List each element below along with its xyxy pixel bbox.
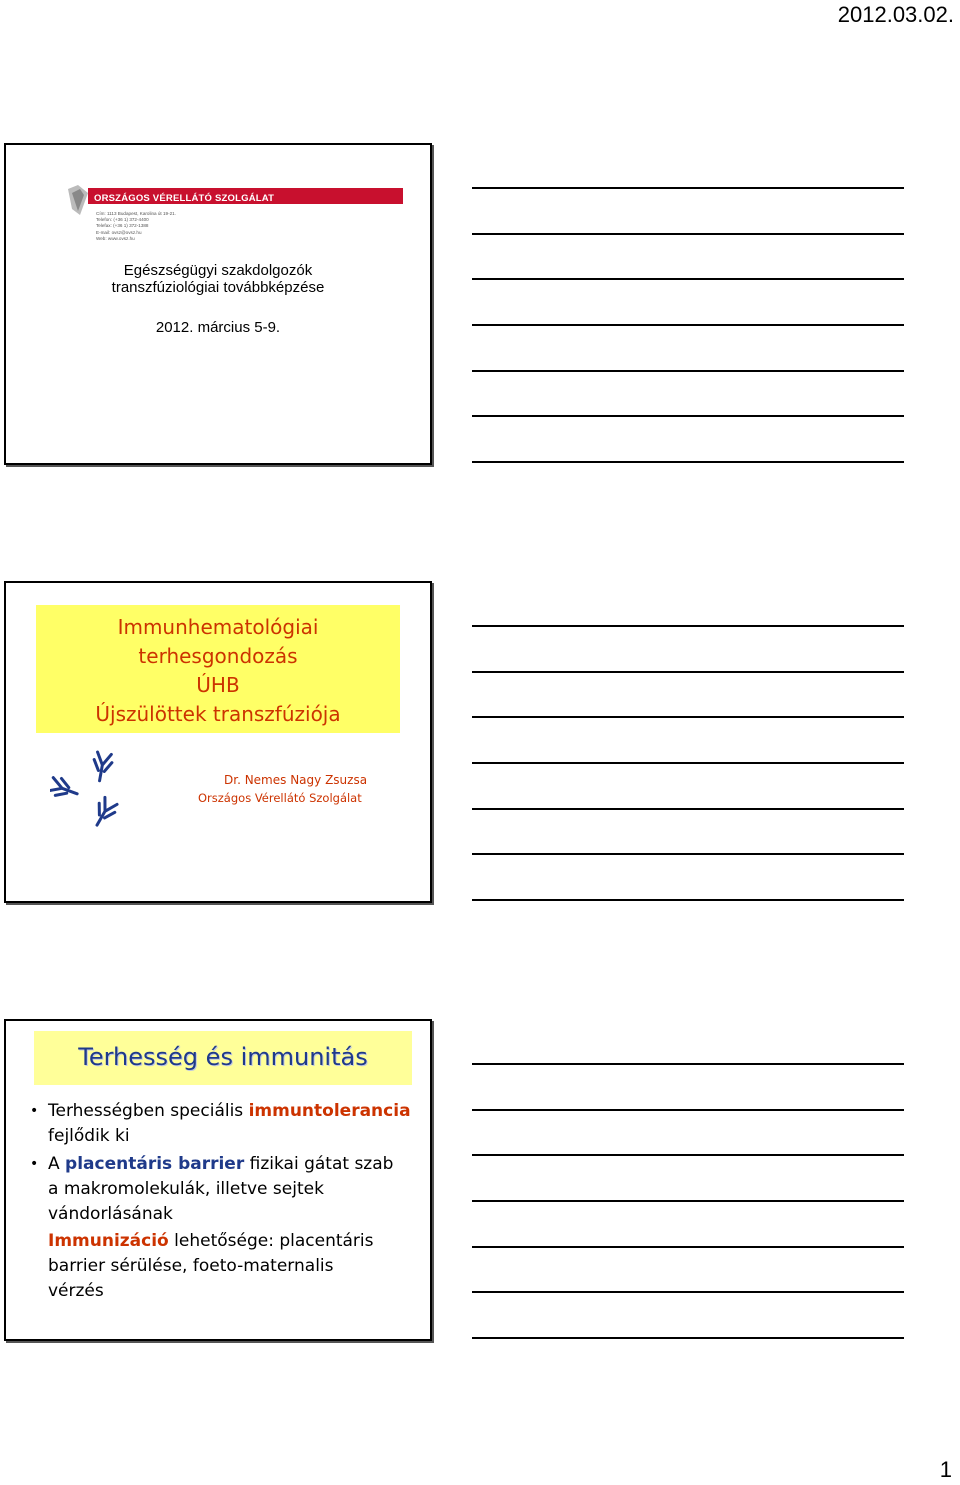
note-line <box>472 415 904 417</box>
note-line <box>472 1200 904 1202</box>
title-line: Egészségügyi szakdolgozók <box>123 262 313 279</box>
text: Terhességben speciális <box>48 1101 249 1121</box>
note-line <box>472 1246 904 1248</box>
heading-box <box>34 1031 412 1085</box>
title-line: Újszülöttek transzfúziója <box>95 702 341 726</box>
slide-1 <box>4 143 432 465</box>
text: A <box>48 1154 66 1174</box>
note-line <box>472 461 904 463</box>
logo-text: ORSZÁGOS VÉRELLÁTÓ SZOLGÁLAT <box>94 193 275 204</box>
note-line <box>472 716 904 718</box>
slide-2 <box>4 581 432 903</box>
note-line <box>472 1154 904 1156</box>
title-line: transzfúziológiai továbbképzése <box>111 279 325 296</box>
bullet-icon: • <box>30 1103 39 1119</box>
notes-lines-2 <box>472 581 904 901</box>
bullet-item <box>30 1099 420 1149</box>
note-line <box>472 671 904 673</box>
keyword: Immunizáció <box>48 1231 169 1251</box>
bullet-item <box>30 1152 420 1227</box>
text: vérzés <box>48 1281 104 1301</box>
address-line: E-mail: ovsz@ovsz.hu <box>96 229 142 235</box>
note-line <box>472 233 904 235</box>
note-line <box>472 808 904 810</box>
note-line <box>472 1337 904 1339</box>
text: barrier sérülése, foeto-maternalis <box>48 1256 334 1276</box>
note-line <box>472 762 904 764</box>
notes-lines-1 <box>472 143 904 463</box>
address-line: Cím: 1113 Budapest, Karolina út 19-21. <box>96 211 177 216</box>
address-line: Telefon: (+36 1) 372-4400 <box>96 217 149 223</box>
text: fejlődik ki <box>48 1126 130 1146</box>
note-line <box>472 899 904 901</box>
slide-1-date: 2012. március 5-9. <box>155 319 281 336</box>
text: vándorlásának <box>48 1204 173 1224</box>
title-line: ÚHB <box>196 673 240 697</box>
note-line <box>472 625 904 627</box>
text: lehetősége: placentáris <box>168 1231 374 1251</box>
text: fizikai gátat szab <box>244 1154 394 1174</box>
page-number: 1 <box>939 1457 952 1482</box>
slide-1-title <box>6 262 430 296</box>
title-line: terhesgondozás <box>138 644 298 668</box>
slide-3 <box>4 1019 432 1341</box>
note-line <box>472 853 904 855</box>
ovsz-logo-icon <box>66 185 90 217</box>
note-line <box>472 278 904 280</box>
antibody-icon <box>50 749 130 839</box>
note-line <box>472 1291 904 1293</box>
logo-banner <box>88 188 403 204</box>
keyword: placentáris barrier <box>65 1154 245 1174</box>
slide-2-title <box>36 613 400 729</box>
note-line <box>472 324 904 326</box>
keyword: immuntolerancia <box>248 1101 411 1121</box>
bullet-icon: • <box>30 1156 39 1172</box>
organization-name: Országos Vérellátó Szolgálat <box>198 791 362 805</box>
address-line: Web: www.ovsz.hu <box>96 235 135 241</box>
address-block <box>96 211 176 242</box>
title-box <box>36 605 400 733</box>
slide-3-title: Terhesség és immunitás <box>78 1043 368 1071</box>
note-line <box>472 1109 904 1111</box>
notes-lines-3 <box>472 1019 904 1339</box>
address-line: Telefax: (+36 1) 372-1388 <box>96 223 149 229</box>
title-line: Immunhematológiai <box>117 615 319 639</box>
note-line <box>472 1063 904 1065</box>
text: a makromolekulák, illetve sejtek <box>48 1179 324 1199</box>
slide-3-body <box>30 1099 420 1304</box>
author-name: Dr. Nemes Nagy Zsuzsa <box>224 773 368 787</box>
note-line <box>472 187 904 189</box>
note-line <box>472 370 904 372</box>
paragraph <box>30 1229 420 1304</box>
page-date: 2012.03.02. <box>837 2 954 27</box>
